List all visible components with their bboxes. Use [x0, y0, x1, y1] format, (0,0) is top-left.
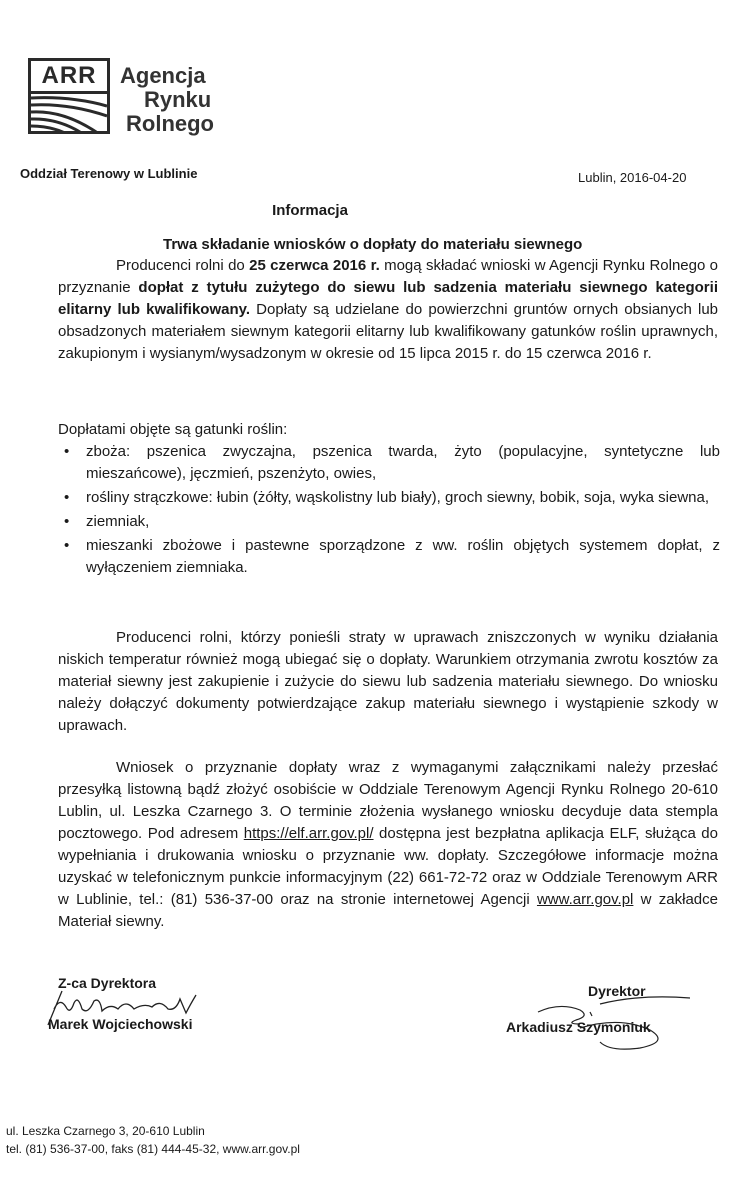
arr-logo-icon	[28, 58, 110, 134]
application-paragraph	[58, 757, 718, 933]
subsidy-description: dopłat z tytułu zużytego do siewu lub sadzenia materiału siewnego kategorii elitarny lub kwalifikowany.	[58, 279, 718, 318]
arr-website-link[interactable]: www.arr.gov.pl	[536, 891, 634, 908]
para1-text-1: Producenci rolni do	[116, 257, 250, 274]
list-item: • zboża: pszenica zwyczajna, pszenica twarda, żyto (populacyjne, syntetyczne lub mieszańcowe), jęczmień, pszenżyto, owies,	[86, 441, 720, 485]
deputy-director-role: Z-ca Dyrektora	[58, 975, 157, 991]
logo-abbr: ARR	[31, 61, 107, 94]
list-item: • rośliny strączkowe: łubin (żółty, wąskolistny lub biały), groch siewny, bobik, soja, wyka siewna,	[86, 487, 720, 509]
director-role: Dyrektor	[588, 983, 646, 999]
logo-line-3: Rolnego	[126, 111, 214, 136]
list-item: • mieszanki zbożowe i pastewne sporządzone z ww. roślin objętych systemem dopłat, z wyłączeniem ziemniaka.	[86, 535, 720, 579]
crops-list-intro: Dopłatami objęte są gatunki roślin:	[58, 421, 288, 438]
losses-paragraph	[58, 627, 718, 737]
logo-line-2: Rynku	[144, 87, 212, 112]
crops-list	[58, 441, 720, 581]
para1-text-3: Dopłaty są udzielane do powierzchni gruntów ornych obsianych lub obsadzonych materiałem siewnym kategorii elitarny lub kwalifikowany gatunków roślin uprawnych, zakupionym i wysianym/wysadzonym w okresie od 15 lipca 2015 r. do 15 czerwca 2016 r.	[58, 301, 719, 362]
deputy-director-name: Marek Wojciechowski	[48, 1016, 193, 1032]
logo-wordmark	[120, 64, 214, 136]
branch-name: Oddział Terenowy w Lublinie	[20, 166, 198, 181]
intro-paragraph	[58, 255, 718, 365]
subject-line: Trwa składanie wniosków o dopłaty do materiału siewnego	[163, 236, 583, 253]
logo-line-1: Agencja	[120, 63, 206, 88]
footer-contact	[6, 1122, 300, 1158]
para3-text-3: w zakładce Materiał siewny.	[58, 891, 718, 930]
page-title: Informacja	[272, 202, 348, 219]
footer-phone: tel. (81) 536-37-00, faks (81) 444-45-32, www.arr.gov.pl	[6, 1142, 300, 1156]
para3-text-1: Wniosek o przyznanie dopłaty wraz z wymaganymi załącznikami należy przesłać przesyłką listowną bądź złożyć osobiście w Oddziale Terenowym Agencji Rynku Rolnego 20-610 Lublin, ul. Leszka Czarnego 3. O terminie złożenia wysłanego wniosku decyduje data stempla pocztowego. Pod adresem	[58, 759, 718, 842]
document-date: Lublin, 2016-04-20	[578, 170, 687, 185]
para1-text-2: mogą składać wnioski w Agencji Rynku Rolnego o przyznanie	[58, 257, 719, 296]
elf-link[interactable]: https://elf.arr.gov.pl/	[243, 825, 374, 842]
list-item: • ziemniak,	[86, 511, 720, 533]
field-stripes-icon	[31, 94, 107, 134]
deadline-date: 25 czerwca 2016 r.	[249, 257, 380, 274]
footer-address: ul. Leszka Czarnego 3, 20-610 Lublin	[6, 1124, 205, 1138]
para3-text-2: dostępna jest bezpłatna aplikacja ELF, służąca do wypełniania i drukowania wniosku o przyznanie ww. dopłaty. Szczegółowe informacje można uzyskać w telefonicznym punkcie informacyjnym (22) 661-72-72 oraz w Oddziale Terenowym ARR w Lublinie, tel.: (81) 536-37-00 oraz na stronie internetowej Agencji	[58, 825, 718, 908]
para2-text: Producenci rolni, którzy ponieśli straty w uprawach zniszczonych w wyniku działania niskich temperatur również mogą ubiegać się o dopłaty. Warunkiem otrzymania zwrotu kosztów za materiał siewny jest zakupienie i zużycie do siewu lub sadzenia materiału siewnego. Do wniosku należy dołączyć dokumenty potwierdzające zakup materiału siewnego i wystąpienie szkody w uprawach.	[58, 629, 718, 734]
director-name: Arkadiusz Szymoniuk	[506, 1019, 651, 1035]
